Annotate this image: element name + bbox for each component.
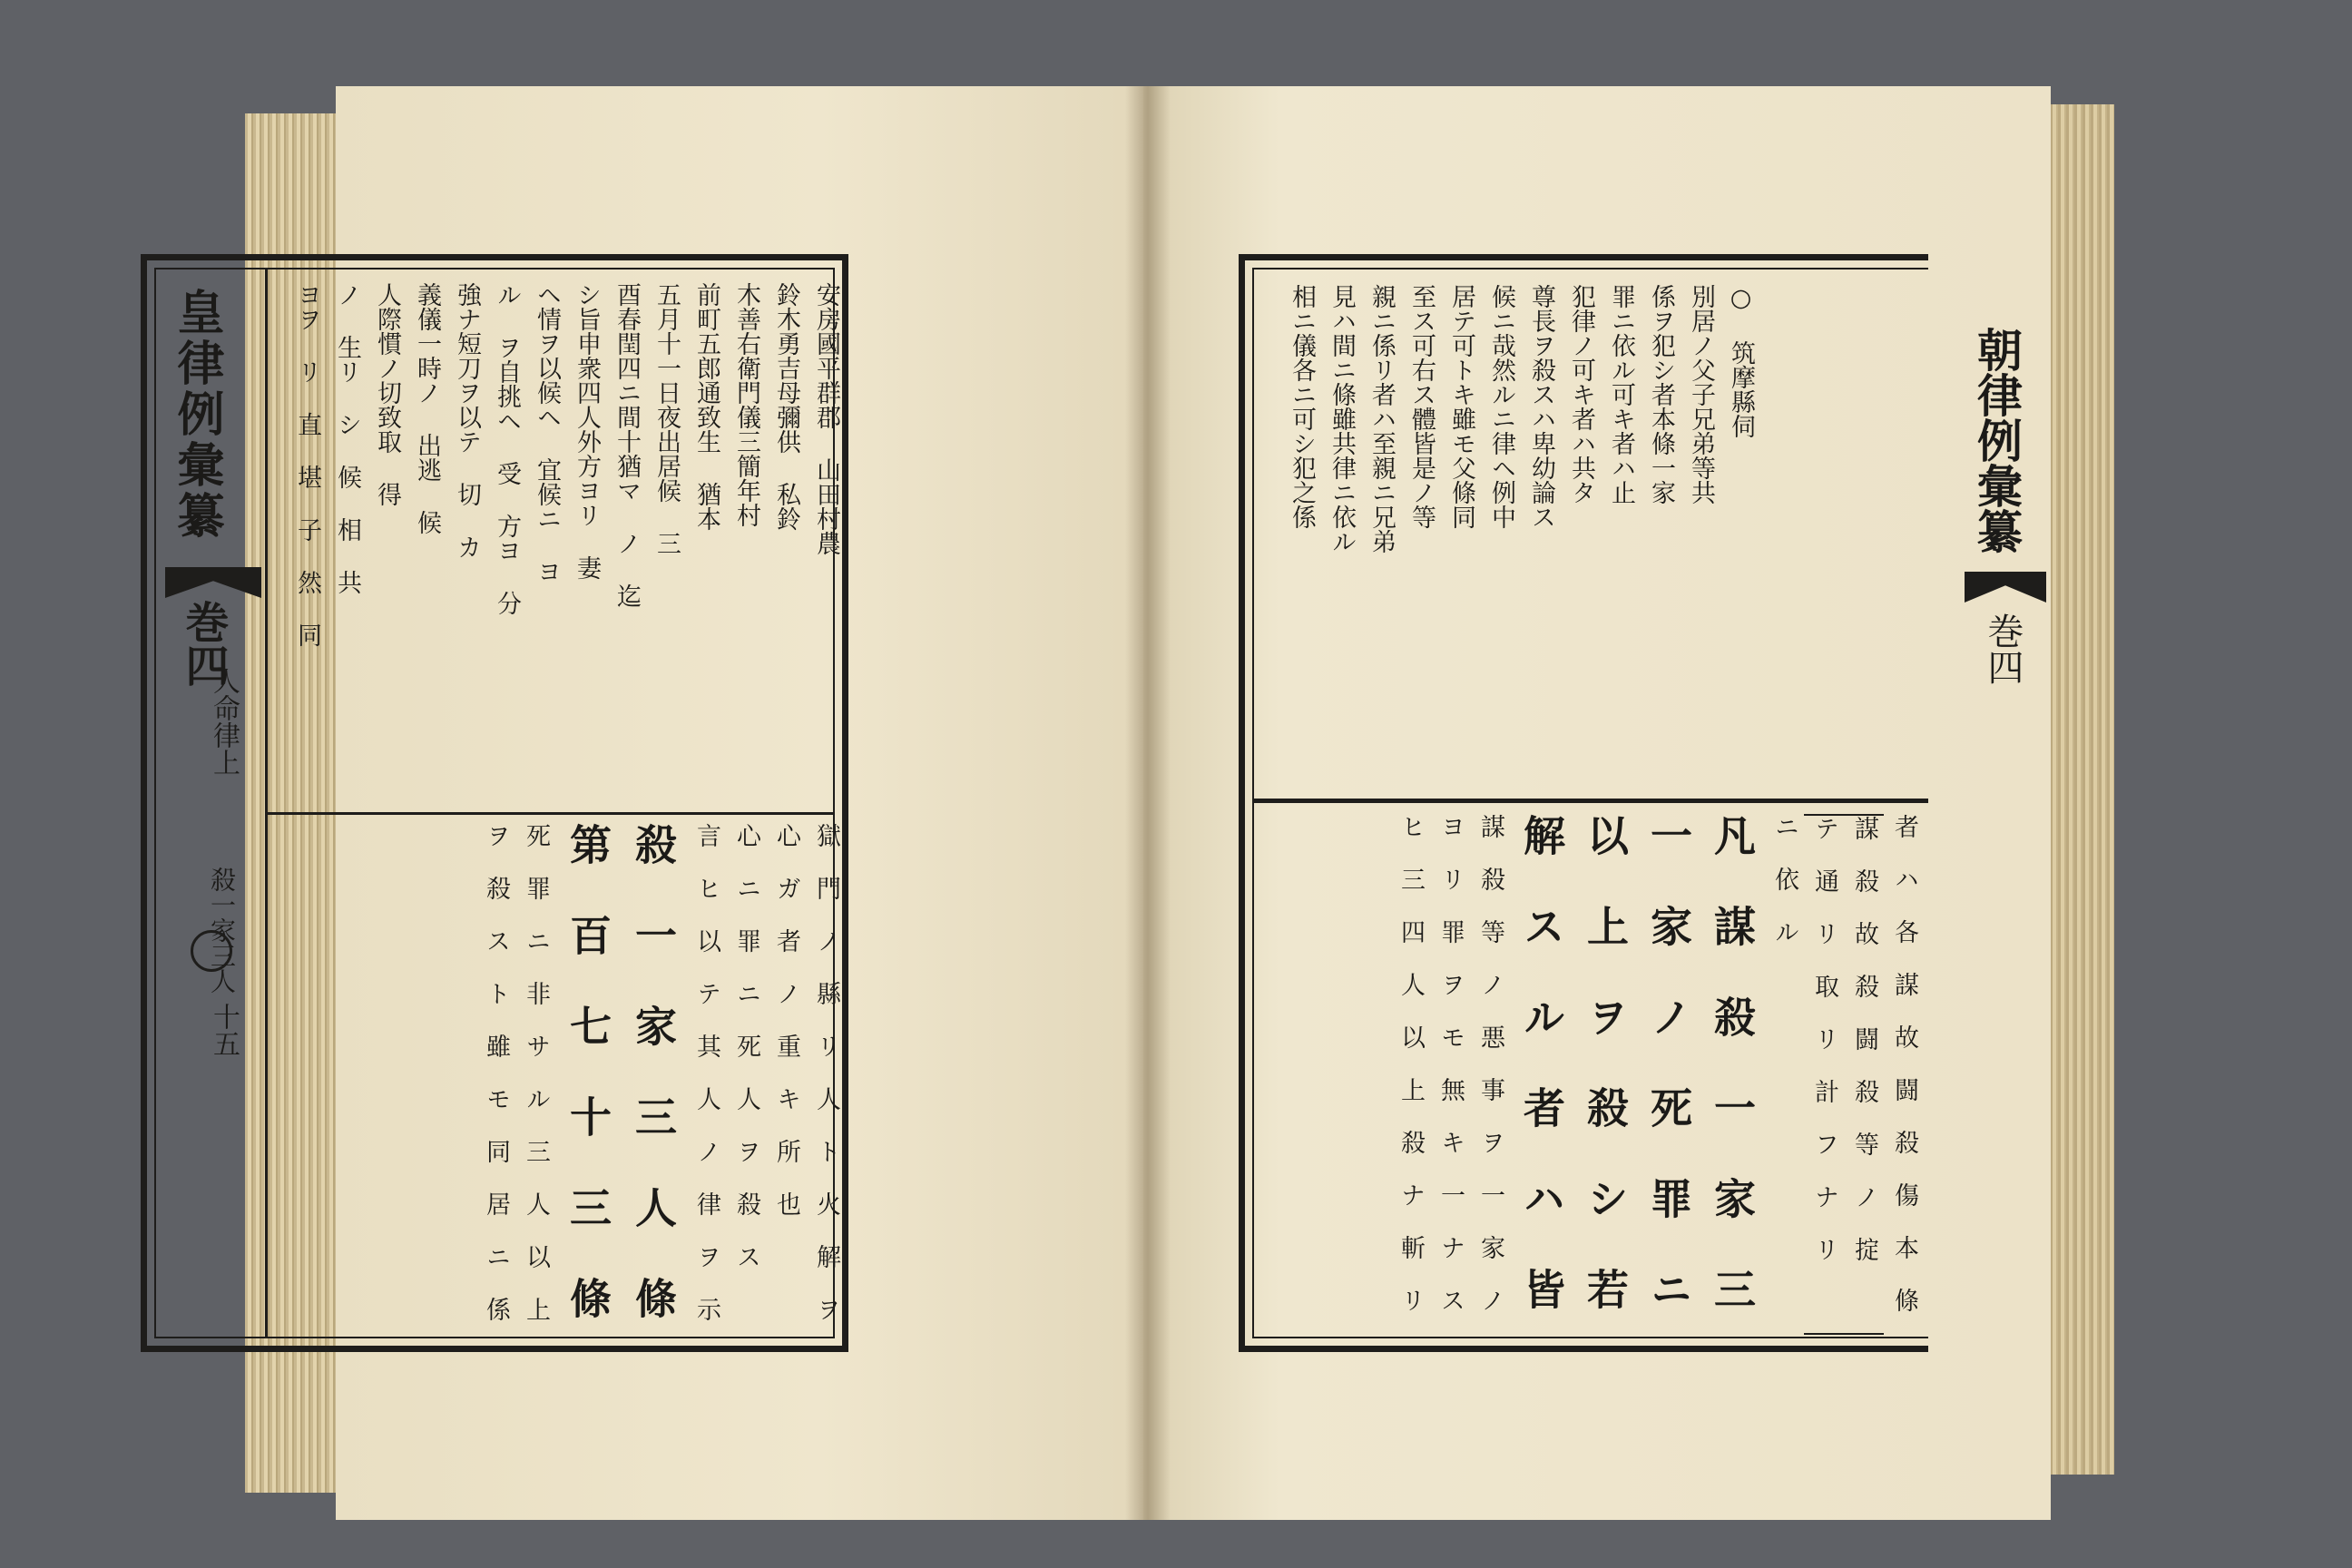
circle-mark: [191, 930, 232, 972]
text-column: 相ニ儀各ニ可シ犯之係: [1288, 284, 1316, 529]
section-label: 人命律上: [208, 667, 240, 776]
text-column: 前町五郎通致生 猶本: [692, 282, 720, 531]
book-gutter: [1125, 86, 1171, 1520]
text-column: 親ニ係リ者ハ至親ニ兄弟: [1367, 284, 1396, 554]
text-column: 居テ可トキ雖モ父條同: [1447, 284, 1475, 529]
statute-text: 解 ス ル 者 ハ 皆: [1517, 814, 1566, 1309]
text-column: ヨ リ 罪 ヲ モ 無 キ 一 ナ ス: [1436, 814, 1465, 1312]
text-column: シ旨申衆四人外方ヨリ 妻: [573, 282, 601, 580]
volume-label: 巻四: [178, 600, 229, 687]
text-column: ノ 生リ シ 候 相 共: [333, 282, 361, 594]
text-column: 至ス可右ス體皆是ノ等: [1407, 284, 1436, 529]
left-print-frame: [141, 254, 848, 1352]
entry-label: 殺一家三人: [207, 867, 237, 994]
left-upper-commentary: [274, 282, 846, 804]
text-column: 言 ヒ 以 テ 其 人 ノ 律 ヲ 示: [692, 823, 720, 1321]
bracket-note: テ 通 リ 取 リ 計 フ ナ リ: [1804, 814, 1844, 1335]
fish-tail-mark: [1965, 572, 2046, 603]
text-column: 係ヲ犯シ者本條一家: [1647, 284, 1675, 505]
text-column: 安房國平群郡 山田村農: [812, 282, 840, 555]
text-column: 獄 門 ノ 縣 リ 人 ト 火 解 ヲ: [812, 823, 840, 1321]
text-column: 者 ハ 各 謀 故 闘 殺 傷 本 條: [1890, 814, 1918, 1312]
text-column: ヒ 三 四 人 以 上 殺 ナ 斬 リ: [1396, 814, 1425, 1312]
statute-heading: 殺 一 家 三 人 條: [629, 823, 678, 1318]
text-column: 罪ニ依ル可キ者ハ止: [1607, 284, 1635, 505]
text-column: 犯律ノ可キ者ハ共タ: [1567, 284, 1595, 505]
text-column: 義儀一時ノ 出逃 候: [413, 282, 441, 534]
statute-text: 一 家 ノ 死 罪 ニ: [1644, 814, 1693, 1309]
text-column: 候ニ哉然ルニ律ヘ例中: [1487, 284, 1515, 529]
bracket-note: 謀 殺 故 殺 闘 殺 等 ノ 掟: [1844, 814, 1884, 1335]
hanshin-margin: [163, 277, 263, 1329]
volume-label: 巻四: [1982, 612, 2024, 685]
text-column: 鈴木勇吉母彌供 私鈴: [772, 282, 800, 531]
statute-heading: 凡 謀 殺 一 家 三: [1708, 814, 1757, 1309]
page-number: 十五: [208, 1003, 240, 1057]
right-print-frame: [1239, 254, 1928, 1352]
book-title: 朝律例彙纂: [1970, 327, 2024, 554]
text-column: 別居ノ父子兄弟等共: [1687, 284, 1715, 505]
text-column: ヨヲ リ 直 堪 子 然 同: [293, 282, 321, 647]
text-column: ニ 依 ル: [1770, 814, 1798, 944]
left-lower-statute: [274, 823, 846, 1349]
text-column: 人際慣ノ切致取 得: [373, 282, 401, 506]
statute-text: 以 上 ヲ 殺 シ 若: [1581, 814, 1630, 1309]
text-column: 心 ガ 者 ノ 重 キ 所 也: [772, 823, 800, 1216]
text-column: 見ハ間ニ條雖共律ニ依ル: [1328, 284, 1356, 554]
right-lower-statute: [1270, 814, 1924, 1340]
text-column: 心 ニ 罪 ニ 死 人 ヲ 殺 ス: [732, 823, 760, 1269]
text-column: ○ 筑摩縣伺: [1727, 284, 1755, 438]
text-column: ヲ 殺 ス ト 雖 モ 同 居 ニ 係: [482, 823, 510, 1321]
article-number: 第 百 七 十 三 條: [564, 823, 612, 1318]
right-margin-strip: [1965, 327, 2064, 1125]
text-column: 酉春閏四ニ間十猶マ ノ 迄: [612, 282, 641, 608]
right-upper-commentary: [1270, 284, 1760, 792]
text-column: 強ナ短刀ヲ以テ 切 カ: [453, 282, 481, 559]
text-column: 死 罪 ニ 非 サ ル 三 人 以 上: [522, 823, 550, 1321]
text-column: ル ヲ自挑ヘ 受 方ヨ 分: [493, 282, 521, 615]
text-column: 木善右衛門儀三簡年村: [732, 282, 760, 527]
book-title: 皇律例彙纂: [169, 288, 224, 542]
text-column: 五月十一日夜出居候 三: [652, 282, 681, 555]
text-column: 尊長ヲ殺スハ卑幼論ス: [1527, 284, 1555, 529]
text-column: 謀 殺 等 ノ 悪 事 ヲ 一 家 ノ: [1476, 814, 1504, 1312]
text-column: ヘ情ヲ以候ヘ 宜候ニ ヨ: [533, 282, 561, 583]
fish-tail-mark: [165, 567, 261, 598]
